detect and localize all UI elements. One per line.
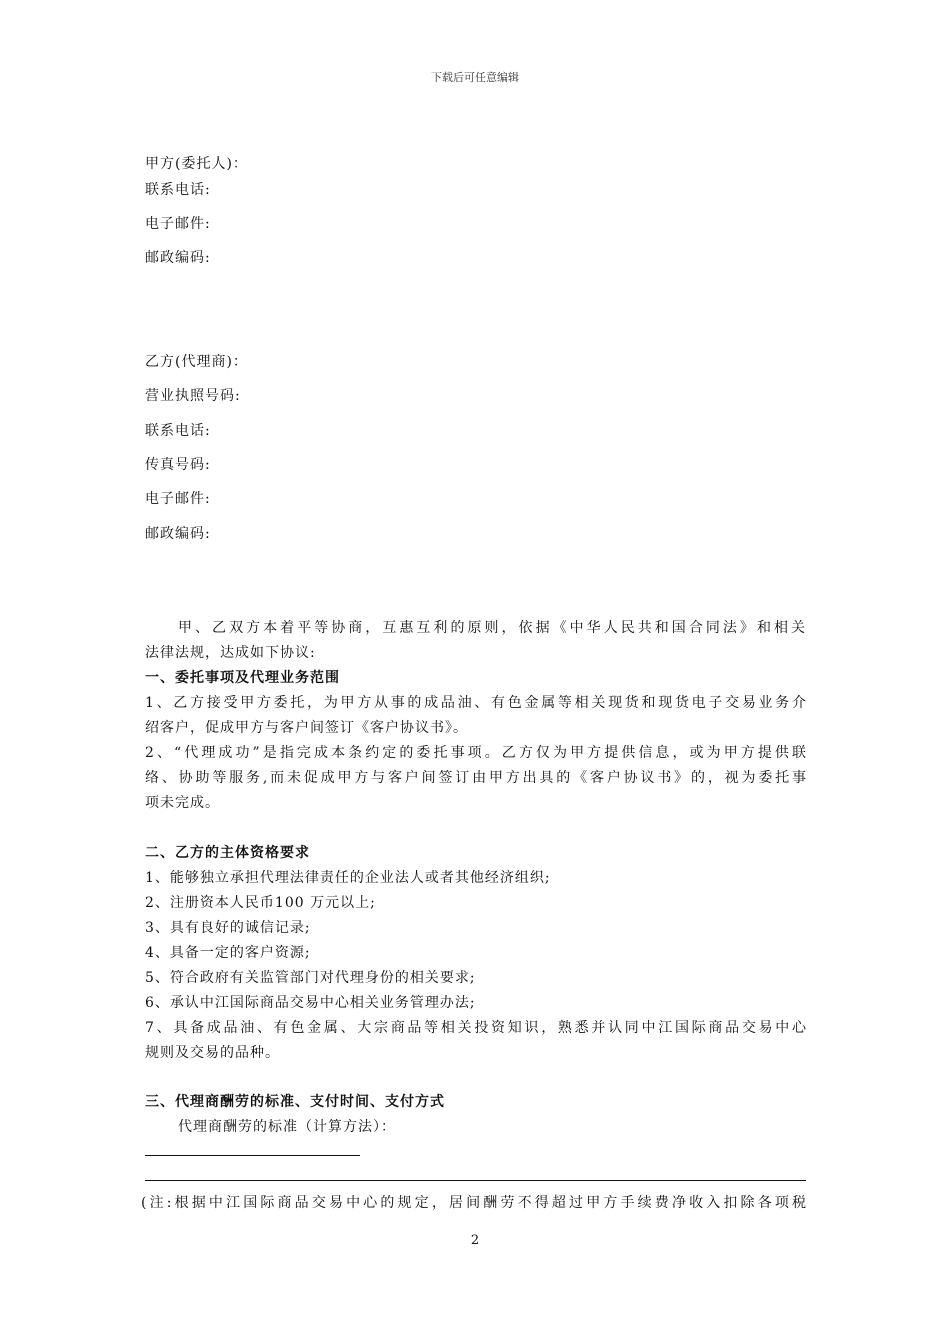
section-2-item-7-line-2: 规则及交易的品种。: [145, 1045, 280, 1061]
section-3-standard: 代理商酬劳的标准（计算方法）：: [178, 1119, 396, 1135]
fill-in-line-short: [145, 1155, 360, 1156]
section-1-heading: 一、委托事项及代理业务范围: [145, 670, 340, 686]
section-1-item-1-line-1: 1、乙方接受甲方委托，为甲方从事的成品油、有色金属等相关现货和现货电子交易业务介: [145, 695, 807, 711]
section-1-item-2-line-2: 络、协助等服务,而未促成甲方与客户间签订由甲方出具的《客户协议书》的，视为委托事: [145, 770, 807, 786]
page-header: 下载后可任意编辑: [431, 71, 519, 84]
section-1-item-2-line-3: 项未完成。: [145, 795, 220, 811]
section-3-note: (注:根据中江国际商品交易中心的规定，居间酬劳不得超过甲方手续费净收入扣除各项税: [141, 1195, 807, 1211]
party-a-phone-label: 联系电话:: [145, 182, 211, 198]
party-a-email-label: 电子邮件:: [145, 216, 211, 232]
section-2-item-7-line-1: 7、具备成品油、有色金属、大宗商品等相关投资知识，熟悉并认同中江国际商品交易中心: [145, 1020, 807, 1036]
section-2-item-5: 5、符合政府有关监管部门对代理身份的相关要求;: [145, 970, 476, 986]
intro-line-2: 法律法规，达成如下协议:: [145, 645, 316, 661]
party-b-license-label: 营业执照号码:: [145, 388, 241, 404]
section-2-item-6: 6、承认中江国际商品交易中心相关业务管理办法;: [145, 995, 476, 1011]
section-2-item-2: 2、注册资本人民币100 万元以上;: [145, 895, 376, 911]
party-b-phone-label: 联系电话:: [145, 423, 211, 439]
section-1-item-2-line-1: 2、“代理成功”是指完成本条约定的委托事项。乙方仅为甲方提供信息，或为甲方提供联: [145, 745, 807, 761]
party-b-email-label: 电子邮件:: [145, 491, 211, 507]
party-b-fax-label: 传真号码:: [145, 457, 211, 473]
section-2-item-1: 1、能够独立承担代理法律责任的企业法人或者其他经济组织;: [145, 870, 551, 886]
party-a-postcode-label: 邮政编码:: [145, 250, 211, 266]
section-2-item-3: 3、具有良好的诚信记录;: [145, 920, 311, 936]
intro-line-1: 甲、乙双方本着平等协商，互惠互利的原则，依据《中华人民共和国合同法》和相关: [178, 620, 806, 636]
party-b-title: 乙方(代理商)：: [145, 354, 248, 370]
section-1-item-1-line-2: 绍客户，促成甲方与客户间签订《客户协议书》。: [145, 720, 468, 736]
party-b-postcode-label: 邮政编码:: [145, 526, 211, 542]
section-3-heading: 三、代理商酬劳的标准、支付时间、支付方式: [145, 1094, 445, 1110]
fill-in-line-full: [145, 1180, 806, 1181]
page-number: 2: [470, 1233, 480, 1248]
party-a-title: 甲方(委托人)：: [145, 156, 248, 172]
section-2-item-4: 4、具备一定的客户资源;: [145, 945, 311, 961]
section-2-heading: 二、乙方的主体资格要求: [145, 845, 310, 861]
